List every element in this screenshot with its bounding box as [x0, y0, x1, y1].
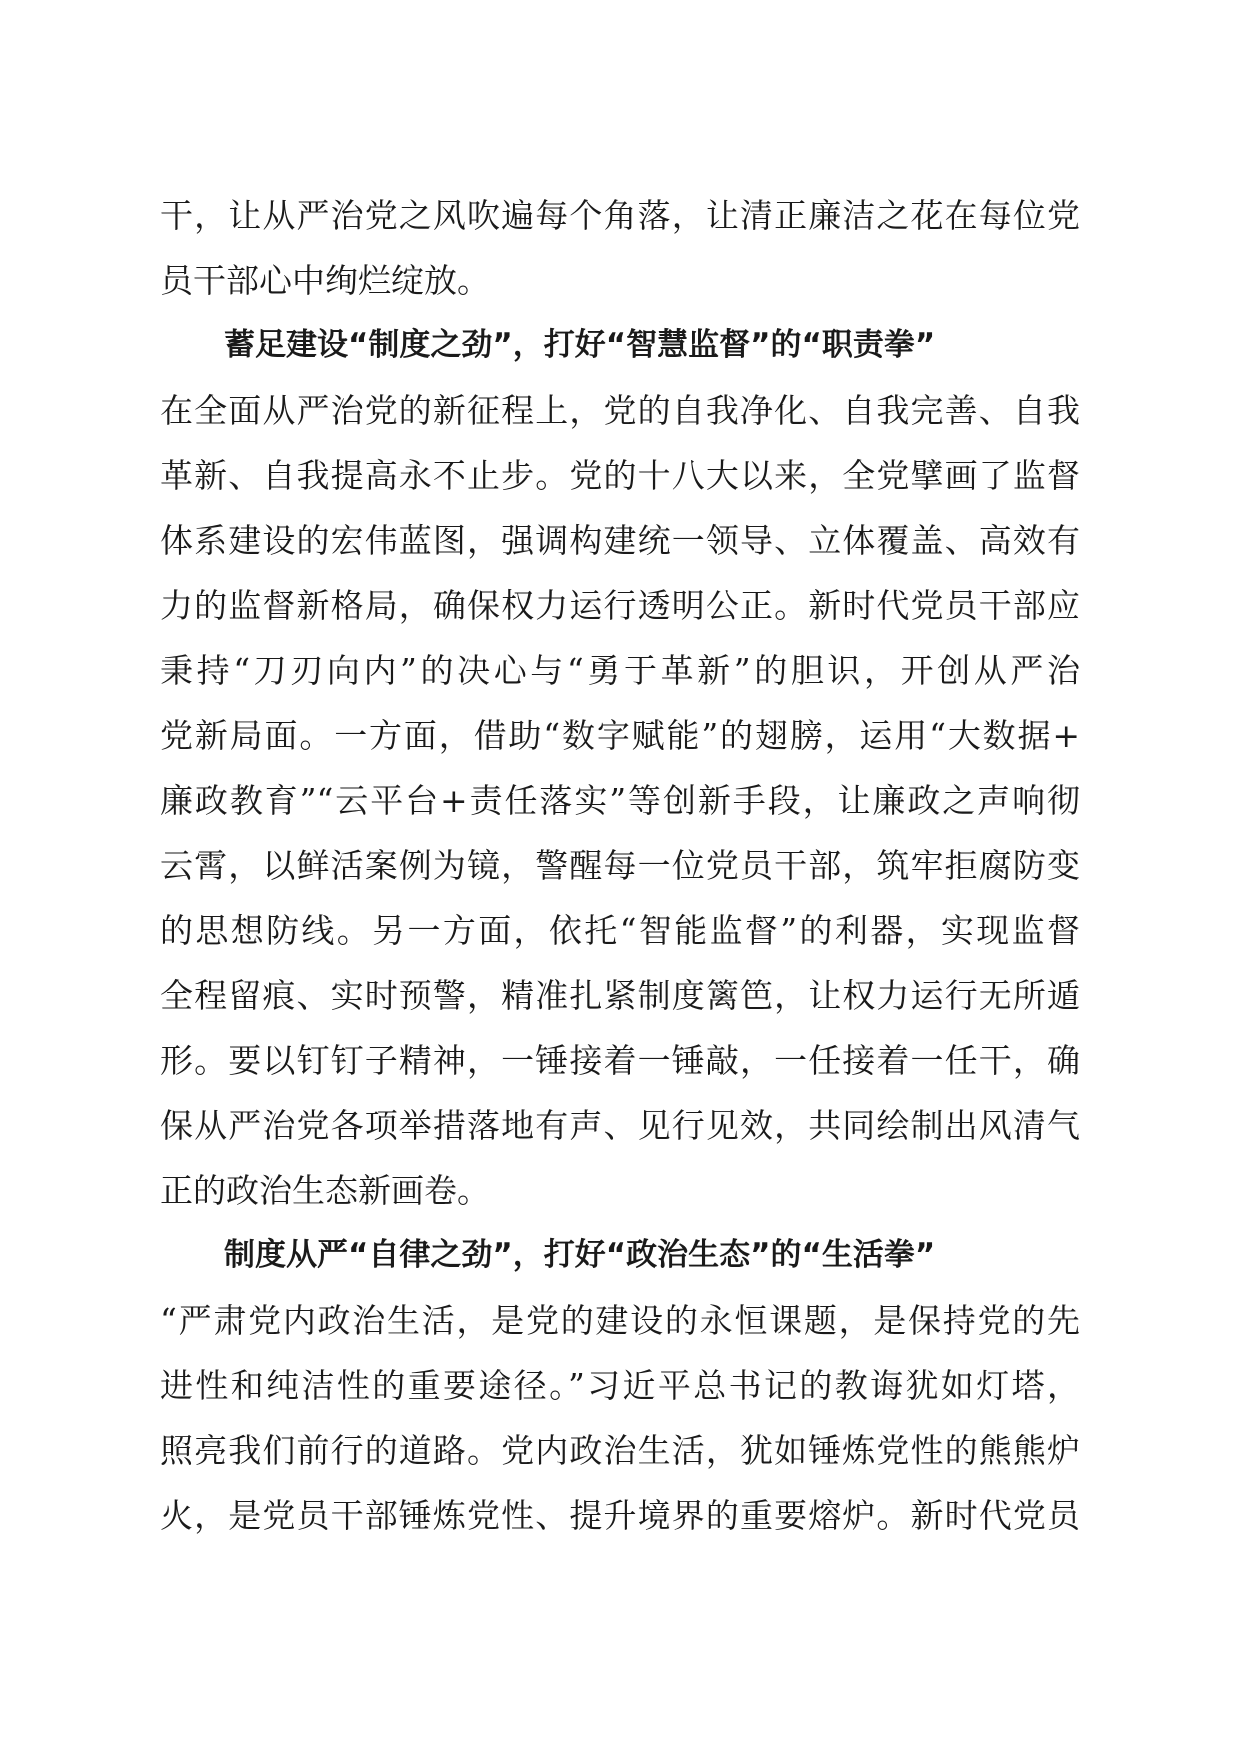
- text-line: 干，让从严治党之风吹遍每个角落，让清正廉洁之花在每位党: [160, 196, 1080, 235]
- text-line: 全程留痕、实时预警，精准扎紧制度篱笆，让权力运行无所遁: [160, 976, 1080, 1015]
- section-2-heading: 制度从严“自律之劲”，打好“政治生态”的“生活拳”: [224, 1237, 936, 1273]
- section-2-heading-block: [160, 1223, 1080, 1288]
- text-line: 保从严治党各项举措落地有声、见行见效，共同绘制出风清气: [160, 1106, 1080, 1145]
- text-line: 的思想防线。另一方面，依托“智能监督”的利器，实现监督: [160, 911, 1080, 950]
- text-line: 火，是党员干部锤炼党性、提升境界的重要熔炉。新时代党员: [160, 1496, 1080, 1535]
- section-1-heading-block: [160, 313, 1080, 378]
- text-line: 员干部心中绚烂绽放。: [160, 261, 490, 300]
- text-line: 正的政治生态新画卷。: [160, 1171, 490, 1210]
- text-line: 秉持“刀刃向内”的决心与“勇于革新”的胆识，开创从严治: [160, 651, 1080, 690]
- text-line: 廉政教育”“云平台+责任落实”等创新手段，让廉政之声响彻: [160, 781, 1080, 820]
- text-line: 照亮我们前行的道路。党内政治生活，犹如锤炼党性的熊熊炉: [160, 1431, 1080, 1470]
- text-line: 在全面从严治党的新征程上，党的自我净化、自我完善、自我: [160, 391, 1080, 430]
- text-line: 体系建设的宏伟蓝图，强调构建统一领导、立体覆盖、高效有: [160, 521, 1080, 560]
- intro-paragraph: [160, 183, 1080, 313]
- section-1-paragraph: [160, 378, 1080, 1223]
- section-2-paragraph: [160, 1288, 1080, 1548]
- text-line: “严肃党内政治生活，是党的建设的永恒课题，是保持党的先: [160, 1301, 1080, 1340]
- text-line: 云霄，以鲜活案例为镜，警醒每一位党员干部，筑牢拒腐防变: [160, 846, 1080, 885]
- text-line: 力的监督新格局，确保权力运行透明公正。新时代党员干部应: [160, 586, 1080, 625]
- document-page: [160, 183, 1080, 1548]
- section-1-heading: 蓄足建设“制度之劲”，打好“智慧监督”的“职责拳”: [224, 327, 936, 363]
- text-line: 形。要以钉钉子精神，一锤接着一锤敲，一任接着一任干，确: [160, 1041, 1080, 1080]
- text-line: 革新、自我提高永不止步。党的十八大以来，全党擘画了监督: [160, 456, 1080, 495]
- text-line: 进性和纯洁性的重要途径。”习近平总书记的教诲犹如灯塔，: [160, 1366, 1080, 1405]
- text-line: 党新局面。一方面，借助“数字赋能”的翅膀，运用“大数据+: [160, 716, 1080, 755]
